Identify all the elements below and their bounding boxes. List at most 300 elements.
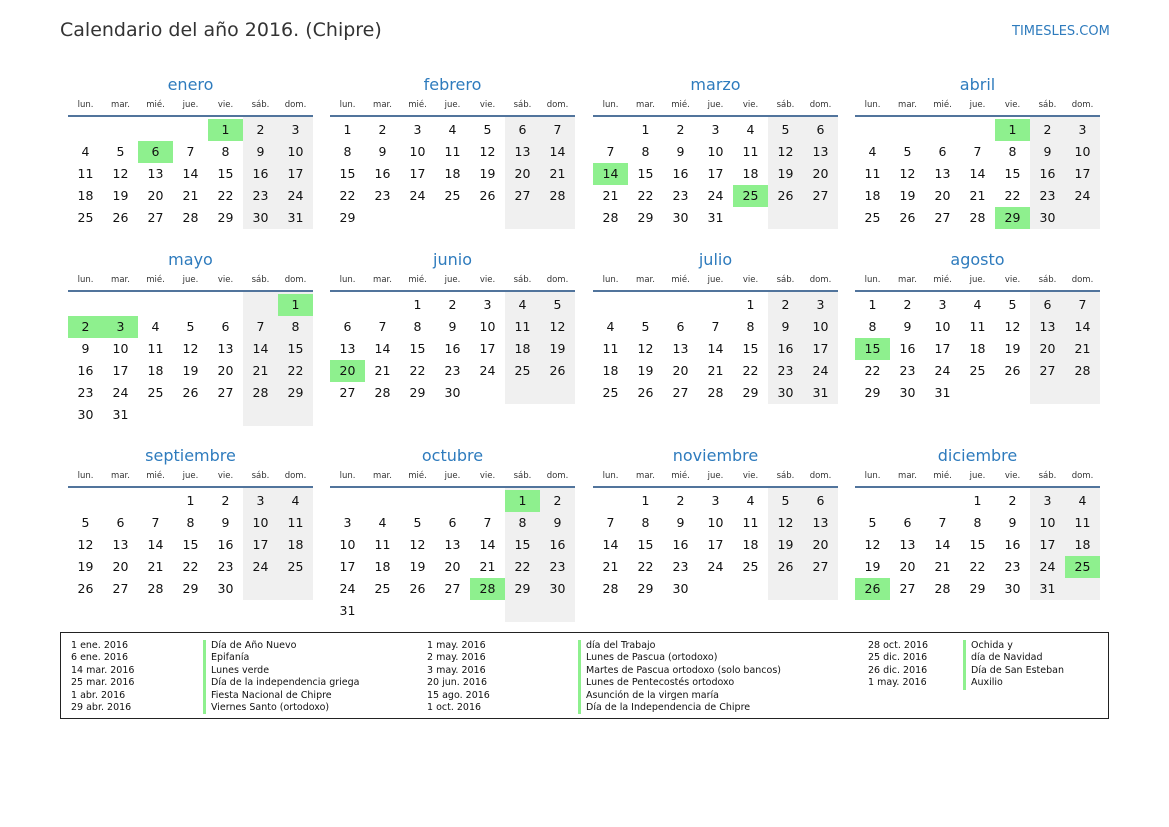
day-cell: 31 bbox=[112, 407, 129, 422]
day-cell: 8 bbox=[413, 319, 422, 334]
day-cell: 24 bbox=[707, 559, 724, 574]
holiday-day-cell: 28 bbox=[470, 578, 505, 600]
day-cell: 21 bbox=[707, 363, 724, 378]
day-cell: 21 bbox=[602, 188, 619, 203]
weekday-label: dom. bbox=[284, 100, 307, 110]
weekday-label: vie. bbox=[742, 275, 759, 285]
weekday-label: lun. bbox=[602, 471, 619, 481]
legend-date: 28 oct. 2016 bbox=[868, 640, 929, 651]
day-cell: 16 bbox=[899, 341, 916, 356]
day-cell: 17 bbox=[812, 341, 829, 356]
legend-dates-col-1 bbox=[71, 640, 134, 714]
weekday-label: lun. bbox=[77, 275, 94, 285]
day-cell: 20 bbox=[514, 166, 531, 181]
day-cell: 9 bbox=[448, 319, 457, 334]
brand-link[interactable]: TIMESLES.COM bbox=[1012, 24, 1110, 39]
month-name: agosto bbox=[950, 250, 1005, 269]
weekday-label: mar. bbox=[111, 100, 130, 110]
day-cell: 11 bbox=[374, 537, 391, 552]
day-cell: 1 bbox=[641, 493, 650, 508]
month-name: octubre bbox=[421, 446, 484, 465]
day-cell: 25 bbox=[287, 559, 304, 574]
day-cell: 30 bbox=[899, 385, 916, 400]
day-cell: 14 bbox=[479, 537, 496, 552]
day-cell: 9 bbox=[378, 144, 387, 159]
day-cell: 15 bbox=[637, 166, 654, 181]
weekday-label: sáb. bbox=[776, 275, 795, 285]
weekday-label: mié. bbox=[933, 100, 952, 110]
holiday-day-cell: 15 bbox=[855, 338, 890, 360]
day-cell: 24 bbox=[707, 188, 724, 203]
day-cell: 9 bbox=[903, 319, 912, 334]
day-cell: 24 bbox=[479, 363, 496, 378]
day-cell: 5 bbox=[81, 515, 90, 530]
day-cell: 22 bbox=[864, 363, 881, 378]
day-cell: 27 bbox=[444, 581, 461, 596]
holiday-day-cell: 6 bbox=[138, 141, 173, 163]
day-cell: 11 bbox=[444, 144, 461, 159]
day-cell: 21 bbox=[602, 559, 619, 574]
day-cell: 3 bbox=[343, 515, 352, 530]
day-cell: 2 bbox=[1043, 122, 1052, 137]
day-cell: 6 bbox=[1043, 297, 1052, 312]
day-cell: 28 bbox=[934, 581, 951, 596]
weekday-label: vie. bbox=[479, 471, 496, 481]
day-cell: 7 bbox=[378, 319, 387, 334]
day-cell: 20 bbox=[112, 559, 129, 574]
day-cell: 1 bbox=[186, 493, 195, 508]
day-cell: 10 bbox=[707, 144, 724, 159]
day-cell: 12 bbox=[899, 166, 916, 181]
day-cell: 31 bbox=[287, 210, 304, 225]
day-cell: 13 bbox=[812, 144, 829, 159]
weekday-label: mar. bbox=[111, 275, 130, 285]
day-cell: 26 bbox=[409, 581, 426, 596]
day-cell: 23 bbox=[672, 559, 689, 574]
weekday-label: jue. bbox=[969, 471, 986, 481]
day-cell: 20 bbox=[812, 166, 829, 181]
day-cell: 9 bbox=[781, 319, 790, 334]
day-cell: 3 bbox=[711, 122, 720, 137]
legend-marker bbox=[578, 640, 581, 714]
day-cell: 19 bbox=[637, 363, 654, 378]
month-name: enero bbox=[167, 75, 214, 94]
day-cell: 12 bbox=[549, 319, 566, 334]
legend-names-col-3 bbox=[971, 640, 1064, 690]
day-cell: 30 bbox=[549, 581, 566, 596]
legend-holiday: Día de Año Nuevo bbox=[211, 640, 297, 651]
legend-dates-col-3 bbox=[868, 640, 928, 690]
day-cell: 23 bbox=[672, 188, 689, 203]
day-cell: 7 bbox=[606, 515, 615, 530]
day-cell: 23 bbox=[1004, 559, 1021, 574]
day-cell: 15 bbox=[742, 341, 759, 356]
day-cell: 7 bbox=[186, 144, 195, 159]
holiday-day-cell: 25 bbox=[1065, 556, 1100, 578]
day-cell: 11 bbox=[602, 341, 619, 356]
day-cell: 6 bbox=[816, 493, 825, 508]
day-cell: 7 bbox=[1078, 297, 1087, 312]
weekday-label: sáb. bbox=[251, 100, 270, 110]
day-cell: 28 bbox=[182, 210, 199, 225]
day-cell: 29 bbox=[637, 210, 654, 225]
weekday-label: mar. bbox=[636, 100, 655, 110]
day-cell: 23 bbox=[374, 188, 391, 203]
weekday-label: jue. bbox=[182, 100, 199, 110]
day-cell: 8 bbox=[746, 319, 755, 334]
weekday-label: mié. bbox=[408, 275, 427, 285]
legend-holiday: Lunes verde bbox=[211, 664, 270, 676]
day-cell: 12 bbox=[409, 537, 426, 552]
legend-holiday: Ochida y bbox=[971, 640, 1013, 651]
day-cell: 22 bbox=[409, 363, 426, 378]
day-cell: 22 bbox=[217, 188, 234, 203]
day-cell: 24 bbox=[812, 363, 829, 378]
day-cell: 2 bbox=[448, 297, 457, 312]
weekday-label: sáb. bbox=[776, 471, 795, 481]
day-cell: 3 bbox=[291, 122, 300, 137]
legend-date: 1 ene. 2016 bbox=[71, 640, 128, 651]
day-cell: 26 bbox=[899, 210, 916, 225]
day-cell: 7 bbox=[483, 515, 492, 530]
day-cell: 13 bbox=[217, 341, 234, 356]
day-cell: 11 bbox=[742, 144, 759, 159]
day-cell: 16 bbox=[252, 166, 269, 181]
holiday-day-cell: 1 bbox=[278, 294, 313, 316]
day-cell: 26 bbox=[549, 363, 566, 378]
weekday-label: lun. bbox=[864, 471, 881, 481]
day-cell: 16 bbox=[672, 166, 689, 181]
weekday-label: lun. bbox=[339, 100, 356, 110]
day-cell: 14 bbox=[182, 166, 199, 181]
day-cell: 26 bbox=[777, 188, 794, 203]
holiday-day-cell: 3 bbox=[103, 316, 138, 338]
day-cell: 6 bbox=[518, 122, 527, 137]
day-cell: 30 bbox=[444, 385, 461, 400]
day-cell: 15 bbox=[217, 166, 234, 181]
day-cell: 19 bbox=[77, 559, 94, 574]
day-cell: 4 bbox=[746, 122, 755, 137]
day-cell: 22 bbox=[514, 559, 531, 574]
day-cell: 11 bbox=[287, 515, 304, 530]
day-cell: 27 bbox=[812, 188, 829, 203]
month-name: julio bbox=[698, 250, 733, 269]
day-cell: 8 bbox=[518, 515, 527, 530]
day-cell: 14 bbox=[707, 341, 724, 356]
day-cell: 4 bbox=[1078, 493, 1087, 508]
day-cell: 18 bbox=[969, 341, 986, 356]
day-cell: 21 bbox=[479, 559, 496, 574]
day-cell: 24 bbox=[1039, 559, 1056, 574]
holiday-day-cell: 1 bbox=[208, 119, 243, 141]
weekday-label: mié. bbox=[408, 100, 427, 110]
weekday-label: sáb. bbox=[513, 471, 532, 481]
day-cell: 7 bbox=[711, 319, 720, 334]
day-cell: 14 bbox=[602, 537, 619, 552]
day-cell: 2 bbox=[903, 297, 912, 312]
day-cell: 27 bbox=[339, 385, 356, 400]
day-cell: 14 bbox=[252, 341, 269, 356]
day-cell: 17 bbox=[707, 166, 724, 181]
day-cell: 14 bbox=[1074, 319, 1091, 334]
day-cell: 29 bbox=[637, 581, 654, 596]
day-cell: 31 bbox=[339, 603, 356, 618]
day-cell: 20 bbox=[672, 363, 689, 378]
day-cell: 9 bbox=[81, 341, 90, 356]
day-cell: 5 bbox=[413, 515, 422, 530]
day-cell: 26 bbox=[77, 581, 94, 596]
day-cell: 18 bbox=[602, 363, 619, 378]
legend-marker bbox=[203, 640, 206, 714]
day-cell: 31 bbox=[934, 385, 951, 400]
day-cell: 16 bbox=[1039, 166, 1056, 181]
day-cell: 25 bbox=[77, 210, 94, 225]
day-cell: 9 bbox=[553, 515, 562, 530]
weekday-label: vie. bbox=[742, 471, 759, 481]
weekday-label: dom. bbox=[546, 471, 569, 481]
day-cell: 13 bbox=[339, 341, 356, 356]
weekday-label: mié. bbox=[671, 471, 690, 481]
day-cell: 20 bbox=[899, 559, 916, 574]
weekday-label: jue. bbox=[182, 275, 199, 285]
day-cell: 19 bbox=[777, 166, 794, 181]
day-cell: 22 bbox=[182, 559, 199, 574]
day-cell: 5 bbox=[641, 319, 650, 334]
day-cell: 17 bbox=[1039, 537, 1056, 552]
day-cell: 4 bbox=[378, 515, 387, 530]
day-cell: 8 bbox=[1008, 144, 1017, 159]
day-cell: 16 bbox=[549, 537, 566, 552]
day-cell: 27 bbox=[147, 210, 164, 225]
day-cell: 15 bbox=[409, 341, 426, 356]
day-cell: 6 bbox=[448, 515, 457, 530]
weekday-label: lun. bbox=[864, 275, 881, 285]
day-cell: 29 bbox=[287, 385, 304, 400]
weekday-label: dom. bbox=[546, 100, 569, 110]
holiday-day-cell: 1 bbox=[505, 490, 540, 512]
day-cell: 27 bbox=[672, 385, 689, 400]
legend-holiday: Viernes Santo (ortodoxo) bbox=[211, 702, 330, 714]
legend-holiday: día de Navidad bbox=[971, 652, 1043, 664]
day-cell: 4 bbox=[746, 493, 755, 508]
day-cell: 29 bbox=[514, 581, 531, 596]
day-cell: 27 bbox=[934, 210, 951, 225]
weekday-label: dom. bbox=[809, 100, 832, 110]
legend-holiday: Martes de Pascua ortodoxo (solo bancos) bbox=[586, 664, 781, 676]
day-cell: 27 bbox=[1039, 363, 1056, 378]
day-cell: 9 bbox=[221, 515, 230, 530]
day-cell: 10 bbox=[812, 319, 829, 334]
day-cell: 28 bbox=[602, 581, 619, 596]
day-cell: 15 bbox=[969, 537, 986, 552]
day-cell: 25 bbox=[444, 188, 461, 203]
weekday-label: mié. bbox=[146, 471, 165, 481]
day-cell: 5 bbox=[483, 122, 492, 137]
legend-holiday: Auxilio bbox=[971, 677, 1003, 689]
day-cell: 17 bbox=[479, 341, 496, 356]
weekday-label: sáb. bbox=[1038, 100, 1057, 110]
day-cell: 29 bbox=[409, 385, 426, 400]
day-cell: 26 bbox=[479, 188, 496, 203]
day-cell: 18 bbox=[374, 559, 391, 574]
weekday-label: jue. bbox=[444, 471, 461, 481]
day-cell: 12 bbox=[182, 341, 199, 356]
day-cell: 1 bbox=[746, 297, 755, 312]
holiday-legend bbox=[60, 632, 1109, 719]
legend-holiday: Lunes de Pascua (ortodoxo) bbox=[586, 652, 718, 664]
day-cell: 26 bbox=[637, 385, 654, 400]
day-cell: 29 bbox=[969, 581, 986, 596]
legend-date: 1 abr. 2016 bbox=[71, 689, 126, 701]
day-cell: 28 bbox=[374, 385, 391, 400]
legend-holiday: Epifanía bbox=[211, 652, 250, 664]
day-cell: 19 bbox=[479, 166, 496, 181]
day-cell: 28 bbox=[707, 385, 724, 400]
day-cell: 5 bbox=[1008, 297, 1017, 312]
legend-date: 1 may. 2016 bbox=[868, 677, 927, 689]
day-cell: 29 bbox=[182, 581, 199, 596]
day-cell: 3 bbox=[1043, 493, 1052, 508]
day-cell: 24 bbox=[934, 363, 951, 378]
day-cell: 8 bbox=[641, 515, 650, 530]
day-cell: 2 bbox=[221, 493, 230, 508]
legend-date: 1 oct. 2016 bbox=[427, 702, 482, 714]
day-cell: 27 bbox=[112, 581, 129, 596]
day-cell: 19 bbox=[1004, 341, 1021, 356]
day-cell: 15 bbox=[339, 166, 356, 181]
weekday-label: sáb. bbox=[1038, 471, 1057, 481]
day-cell: 21 bbox=[374, 363, 391, 378]
legend-date: 2 may. 2016 bbox=[427, 652, 486, 664]
day-cell: 29 bbox=[339, 210, 356, 225]
legend-date: 29 abr. 2016 bbox=[71, 702, 132, 714]
month-name: mayo bbox=[168, 250, 213, 269]
day-cell: 21 bbox=[969, 188, 986, 203]
month-name: junio bbox=[433, 250, 472, 269]
day-cell: 6 bbox=[343, 319, 352, 334]
day-cell: 18 bbox=[77, 188, 94, 203]
weekday-label: jue. bbox=[969, 275, 986, 285]
day-cell: 8 bbox=[186, 515, 195, 530]
month-name: diciembre bbox=[937, 446, 1018, 465]
day-cell: 23 bbox=[444, 363, 461, 378]
day-cell: 11 bbox=[77, 166, 94, 181]
day-cell: 12 bbox=[864, 537, 881, 552]
day-cell: 9 bbox=[676, 144, 685, 159]
day-cell: 2 bbox=[1008, 493, 1017, 508]
holiday-day-cell: 25 bbox=[733, 185, 768, 207]
day-cell: 17 bbox=[252, 537, 269, 552]
legend-names-col-2 bbox=[586, 640, 781, 714]
weekday-label: mié. bbox=[933, 471, 952, 481]
day-cell: 2 bbox=[553, 493, 562, 508]
weekday-label: mar. bbox=[111, 471, 130, 481]
legend-holiday: Día de la independencia griega bbox=[211, 677, 360, 689]
day-cell: 10 bbox=[934, 319, 951, 334]
day-cell: 30 bbox=[777, 385, 794, 400]
day-cell: 26 bbox=[777, 559, 794, 574]
day-cell: 30 bbox=[1004, 581, 1021, 596]
day-cell: 1 bbox=[343, 122, 352, 137]
legend-dates-col-2 bbox=[427, 640, 490, 714]
day-cell: 6 bbox=[903, 515, 912, 530]
day-cell: 20 bbox=[147, 188, 164, 203]
day-cell: 12 bbox=[1004, 319, 1021, 334]
day-cell: 22 bbox=[287, 363, 304, 378]
day-cell: 21 bbox=[934, 559, 951, 574]
weekday-label: mié. bbox=[146, 275, 165, 285]
weekday-label: mar. bbox=[898, 275, 917, 285]
day-cell: 31 bbox=[812, 385, 829, 400]
day-cell: 12 bbox=[777, 144, 794, 159]
day-cell: 9 bbox=[1008, 515, 1017, 530]
day-cell: 11 bbox=[742, 515, 759, 530]
weekday-label: mié. bbox=[671, 100, 690, 110]
day-cell: 7 bbox=[606, 144, 615, 159]
day-cell: 3 bbox=[816, 297, 825, 312]
day-cell: 23 bbox=[77, 385, 94, 400]
day-cell: 16 bbox=[374, 166, 391, 181]
weekday-label: vie. bbox=[1004, 275, 1021, 285]
day-cell: 2 bbox=[781, 297, 790, 312]
day-cell: 17 bbox=[409, 166, 426, 181]
day-cell: 19 bbox=[182, 363, 199, 378]
day-cell: 24 bbox=[339, 581, 356, 596]
weekday-label: dom. bbox=[1071, 471, 1094, 481]
day-cell: 13 bbox=[514, 144, 531, 159]
holiday-day-cell: 1 bbox=[995, 119, 1030, 141]
day-cell: 28 bbox=[1074, 363, 1091, 378]
weekday-label: mar. bbox=[373, 100, 392, 110]
month-name: abril bbox=[959, 75, 996, 94]
day-cell: 24 bbox=[252, 559, 269, 574]
day-cell: 21 bbox=[147, 559, 164, 574]
day-cell: 13 bbox=[444, 537, 461, 552]
day-cell: 11 bbox=[147, 341, 164, 356]
legend-holiday: Día de la Independencia de Chipre bbox=[586, 702, 751, 714]
day-cell: 19 bbox=[864, 559, 881, 574]
day-cell: 27 bbox=[812, 559, 829, 574]
day-cell: 25 bbox=[514, 363, 531, 378]
day-cell: 7 bbox=[151, 515, 160, 530]
day-cell: 8 bbox=[221, 144, 230, 159]
day-cell: 28 bbox=[549, 188, 566, 203]
day-cell: 10 bbox=[479, 319, 496, 334]
day-cell: 21 bbox=[549, 166, 566, 181]
day-cell: 13 bbox=[812, 515, 829, 530]
day-cell: 8 bbox=[291, 319, 300, 334]
weekday-label: mié. bbox=[671, 275, 690, 285]
day-cell: 16 bbox=[1004, 537, 1021, 552]
day-cell: 5 bbox=[553, 297, 562, 312]
day-cell: 19 bbox=[899, 188, 916, 203]
weekday-label: jue. bbox=[707, 275, 724, 285]
month-name: septiembre bbox=[145, 446, 236, 465]
day-cell: 1 bbox=[973, 493, 982, 508]
day-cell: 15 bbox=[637, 537, 654, 552]
day-cell: 30 bbox=[252, 210, 269, 225]
day-cell: 29 bbox=[864, 385, 881, 400]
weekday-label: dom. bbox=[546, 275, 569, 285]
day-cell: 9 bbox=[1043, 144, 1052, 159]
weekday-label: mar. bbox=[373, 471, 392, 481]
day-cell: 20 bbox=[217, 363, 234, 378]
day-cell: 16 bbox=[444, 341, 461, 356]
day-cell: 28 bbox=[969, 210, 986, 225]
day-cell: 17 bbox=[1074, 166, 1091, 181]
day-cell: 11 bbox=[514, 319, 531, 334]
legend-date: 6 ene. 2016 bbox=[71, 652, 128, 664]
